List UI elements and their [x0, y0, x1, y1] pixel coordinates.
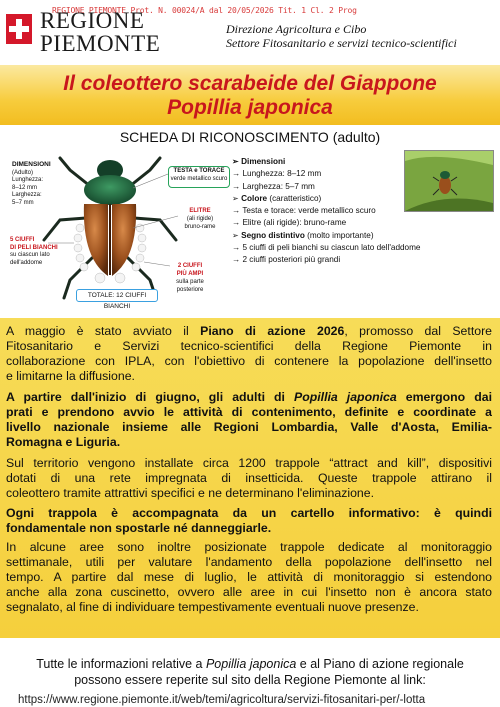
recognition-features-list — [232, 156, 421, 267]
p2-line-4: Romagna e Liguria. — [6, 435, 121, 449]
figure-elytra-desc2: bruno-rame — [184, 224, 216, 230]
region-name-line2: PIEMONTE — [40, 31, 161, 56]
beetle-photo — [404, 150, 494, 212]
features-width-item: → Larghezza: 5–7 mm — [232, 181, 315, 191]
p3-line-3: coleottero tramite attrattivi specifici e ne determinano l'eliminazione. — [6, 486, 375, 500]
features-sign-side-text: 5 ciuffi di peli bianchi su ciascun lato dell'addome — [242, 243, 421, 253]
figure-rear-tufts-desc2: posteriore — [176, 287, 204, 293]
figure-elytra-title: ELITRE — [189, 208, 211, 214]
figure-dim-length: 8–12 mm — [12, 184, 38, 191]
p5-line-2: settimanale, utili per valutare l'andamento della popolazione dell'insetto nel — [6, 555, 492, 569]
figure-dim-title: DIMENSIONI — [12, 161, 51, 168]
figure-dimensions-label — [12, 161, 51, 207]
features-sign-side-item: → 5 ciuffi di peli bianchi su ciascun lato dell'addome — [232, 243, 421, 253]
page-title: Il coleottero scarabeide del Giappone — [63, 72, 437, 95]
paragraph-warning — [6, 506, 492, 536]
paragraph-monitoring — [6, 540, 492, 615]
figure-elytra-desc1: (ali rigide) — [186, 216, 214, 222]
features-color-note: (caratteristico) — [269, 193, 322, 203]
features-sign-rear-item: → 2 ciuffi posteriori più grandi — [232, 255, 341, 265]
features-sign-title: Segno distintivo — [241, 230, 305, 240]
protocol-stamp: REGIONE PIEMONTE Prot. N. 00024/A dal 20/05/2026 Tit. 1 Cl. 2 Prog — [52, 6, 357, 15]
figure-head-title: TESTA e TORACE — [173, 168, 225, 174]
paragraph-containment — [6, 390, 492, 450]
p5-line-3: tempo. A partire dal mese di luglio, le attività di monitoraggio si estendono — [6, 570, 492, 584]
sheet-subtitle: SCHEDA DI RICONOSCIMENTO (adulto) — [119, 129, 381, 145]
region-shield-logo — [6, 14, 32, 44]
p2-line-2: prati e prendono avvio le attività di contenimento, definite e coordinate a — [6, 405, 492, 419]
p5-line-5: segnalato, al fine di individuare tempestivamente eventuali nuove presenze. — [6, 600, 419, 614]
features-length-text: Lunghezza: 8–12 mm — [242, 169, 322, 179]
features-width-text: Larghezza: 5–7 mm — [242, 181, 315, 191]
figure-dim-length-label: Lunghezza: — [12, 177, 44, 183]
p1-line-2: Fitosanitario e Servizi tecnico-scientifici della Regione Piemonte in — [6, 339, 492, 353]
figure-rear-tufts-title2: PIÙ AMPI — [176, 271, 204, 277]
p2-line-3: livello nazionale insieme alle Regioni Lombardia, Valle d'Aosta, Emilia- — [6, 420, 492, 434]
p3-line-2: dotati di una rete impregnata di insetticida. Queste trappole attirano il — [6, 471, 492, 485]
figure-dim-width-label: Larghezza: — [12, 192, 42, 198]
features-sign-heading: ➢ Segno distintivo (molto importante) — [232, 230, 374, 240]
footer-link[interactable]: https://www.regione.piemonte.it/web/temi/agricoltura/servizi-fitosanitari-per/-lotta — [18, 694, 426, 706]
emphasis: Popillia japonica — [205, 657, 297, 671]
footer-info-line2: possono essere reperite sul sito della Regione Piemonte al link: — [74, 673, 426, 687]
features-length-item: → Lunghezza: 8–12 mm — [232, 169, 322, 179]
figure-elytra-callout — [178, 207, 222, 231]
footer-info-line1: Tutte le informazioni relative a Popillia japonica e al Piano di azione regionale — [36, 657, 464, 671]
p2-line-1: A partire dall'inizio di giugno, gli adulti di Popillia japonica emergono dai — [6, 390, 492, 404]
p1-line-4: e limitarne la diffusione. — [6, 369, 135, 383]
emphasis: Popillia japonica — [294, 390, 397, 404]
figure-total-tufts: TOTALE: 12 CIUFFI BIANCHI — [76, 289, 158, 302]
features-color-head-text: Testa e torace: verde metallico scuro — [242, 206, 376, 216]
figure-side-tufts-callout — [10, 237, 58, 267]
figure-head-callout — [168, 166, 230, 188]
figure-dim-width: 5–7 mm — [12, 199, 34, 206]
figure-head-desc: verde metallico scuro — [170, 176, 228, 182]
figure-dim-sub: (Adulto) — [12, 169, 34, 176]
p1-line-1: A maggio è stato avviato il Piano di azione 2026, promosso dal Settore — [6, 324, 492, 338]
p1-line-3: collaborazione con IPLA, con l'obiettivo di contenere la popolazione dell'insetto — [6, 354, 492, 368]
features-dim-text: Dimensioni — [241, 157, 286, 166]
figure-side-tufts-desc1: su ciascun lato — [10, 252, 50, 258]
direction-name: Direzione Agricoltura e Cibo — [226, 22, 367, 36]
p3-line-1: Sul territorio vengono installate circa 1200 trappole “attract and kill”, dispositivi — [6, 456, 492, 470]
features-color-heading: ➢ Colore (caratteristico) — [232, 193, 322, 203]
features-color-elytra-text: Elitre (ali rigide): bruno-rame — [242, 218, 347, 228]
figure-rear-tufts-desc1: sulla parte — [176, 279, 204, 285]
figure-rear-tufts-callout — [170, 262, 210, 294]
region-name-line1: REGIONE — [40, 8, 145, 33]
page-title-species: Popillia japonica — [167, 96, 333, 119]
features-sign-note: (molto importante) — [307, 230, 374, 240]
features-sign-rear-text: 2 ciuffi posteriori più grandi — [242, 255, 341, 265]
p4-line-1: Ogni trappola è accompagnata da un cartello informativo: è quindi — [6, 506, 492, 520]
paragraph-action-plan — [6, 324, 492, 384]
features-dimensions-heading: ➢ Dimensioni — [232, 157, 286, 166]
figure-side-tufts-title2: DI PELI BIANCHI — [10, 244, 58, 251]
logo-cross-vertical — [16, 19, 22, 39]
figure-side-tufts-title1: 5 CIUFFI — [10, 237, 35, 243]
sector-name: Settore Fitosanitario e servizi tecnico-scientifici — [226, 36, 457, 50]
emphasis: Piano di azione 2026 — [200, 324, 345, 338]
figure-rear-tufts-title1: 2 CIUFFI — [177, 263, 203, 269]
figure-side-tufts-desc2: dell'addome — [10, 259, 43, 266]
features-color-head-item: → Testa e torace: verde metallico scuro — [232, 206, 376, 216]
features-color-elytra-item: → Elitre (ali rigide): bruno-rame — [232, 218, 347, 228]
features-color-title: Colore — [241, 193, 268, 203]
p5-line-1: In alcune aree sono inoltre posizionate trappole dedicate al monitoraggio — [6, 540, 492, 554]
p5-line-4: anche alla zona cuscinetto, ovvero alle aree in cui l'insetto non è ancora stato — [6, 585, 492, 599]
paragraph-traps — [6, 456, 492, 501]
p4-line-2: fondamentale non spostarle né danneggiarle. — [6, 521, 272, 535]
